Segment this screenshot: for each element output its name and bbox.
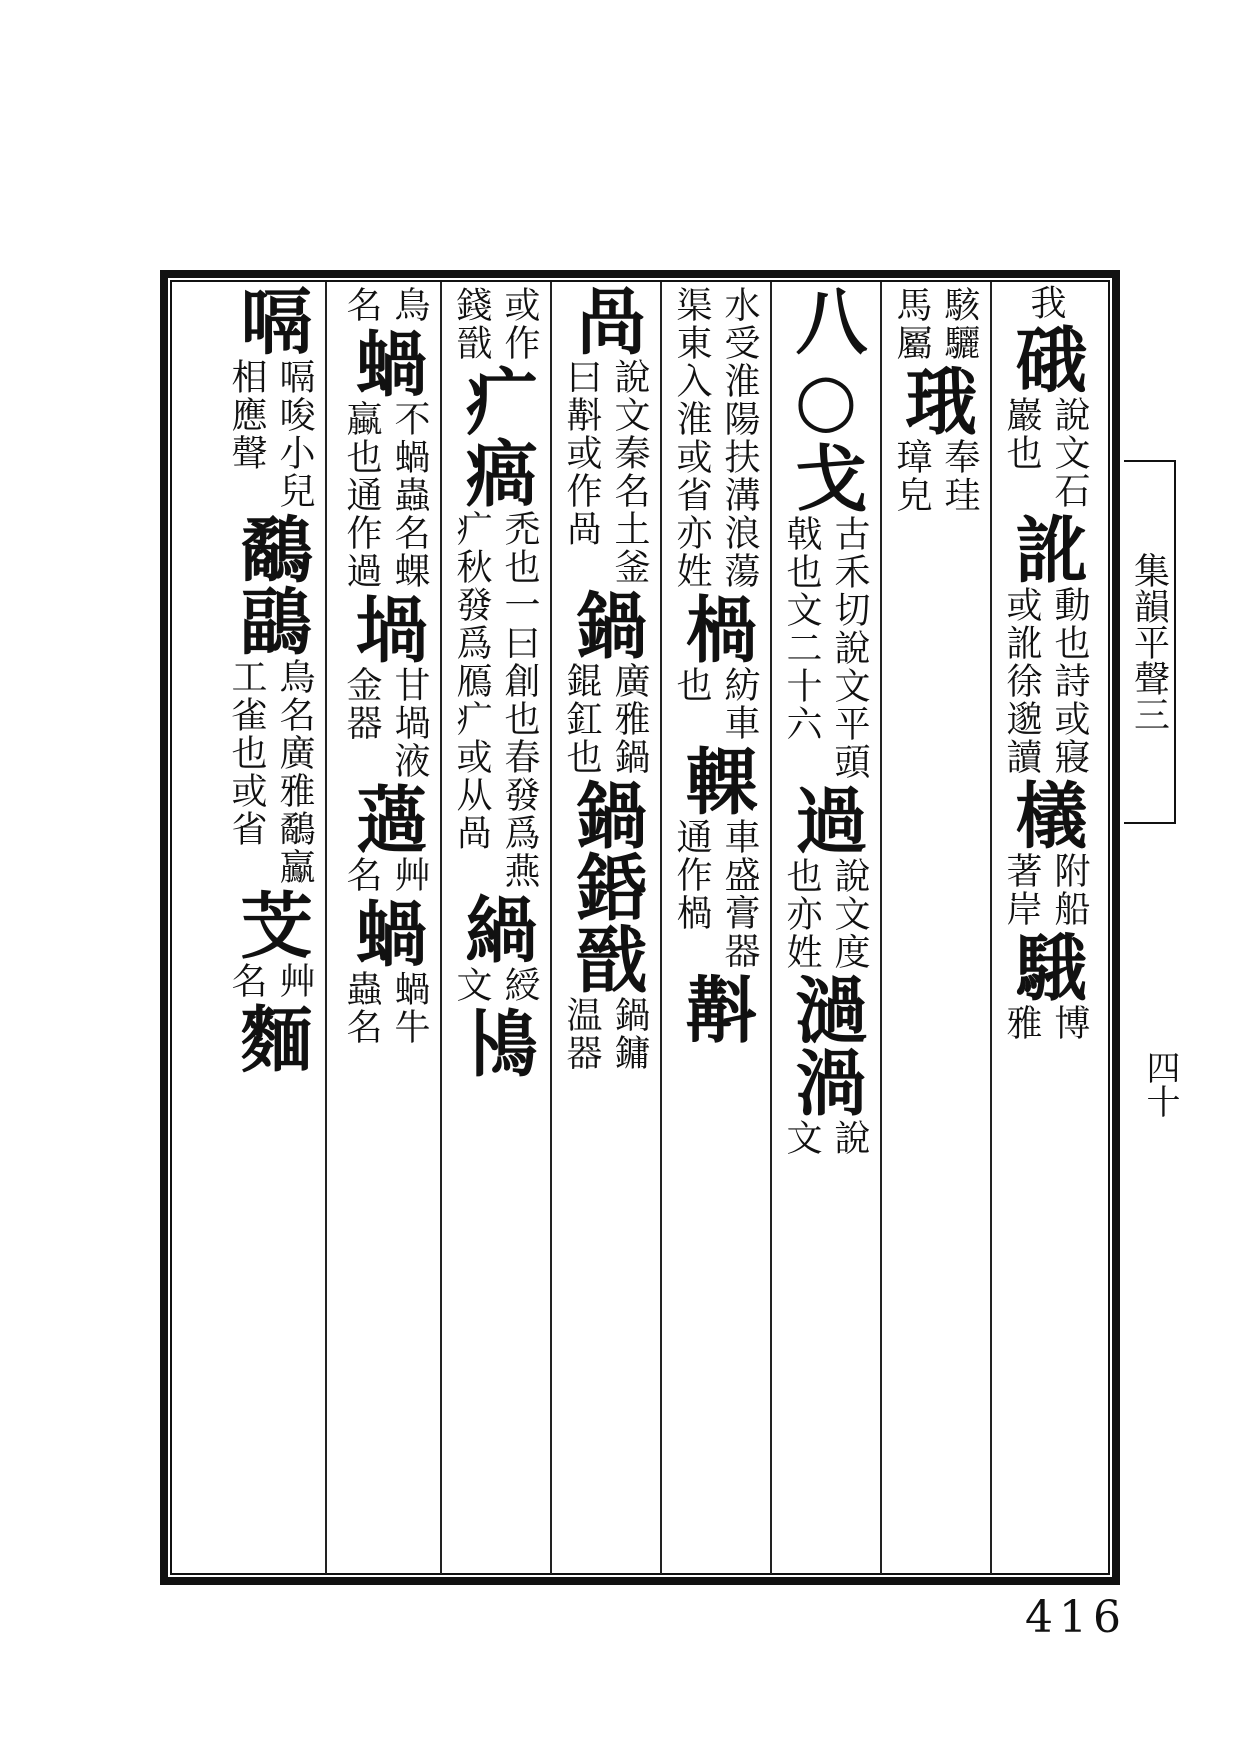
annotation-block: [667, 666, 763, 742]
headword: 鳪: [453, 1006, 539, 1078]
annotation-line: 錕釭也: [561, 662, 602, 776]
annotation-line: 或作: [499, 286, 540, 362]
annotation-line: 說: [829, 1119, 870, 1157]
annotation-block: [887, 438, 983, 514]
folio-mark: [1136, 1050, 1185, 1118]
headword: 過: [783, 783, 869, 855]
annotation-line: 相應聲: [226, 358, 267, 472]
annotation-line: 錢戩: [451, 286, 492, 362]
headword: 疒瘑: [453, 364, 539, 508]
column-rule: [880, 282, 882, 1574]
headword: 緺: [453, 892, 539, 964]
annotation-block: [997, 1004, 1093, 1042]
headword: 芠: [228, 888, 314, 960]
annotation-line: 博: [1049, 1004, 1090, 1042]
headword: 檥: [1003, 778, 1089, 850]
annotation-line: 蠃也通作過: [341, 400, 382, 590]
annotation-line: 綬: [499, 966, 540, 1004]
headword: 麵: [228, 1002, 314, 1074]
annotation-line: 蟲名: [341, 970, 382, 1046]
text-column-8: [215, 284, 325, 1574]
annotation-line: 著岸: [1001, 852, 1042, 928]
annotation-block: [557, 996, 653, 1072]
annotation-block: [667, 286, 763, 590]
headword: 薖: [343, 782, 429, 854]
annotation-block: [667, 818, 763, 970]
annotation-line: 蝸牛: [389, 970, 430, 1046]
annotation-block: [447, 966, 543, 1004]
annotation-line: 曰斠或作咼: [561, 358, 602, 548]
annotation-block: [447, 510, 543, 890]
annotation-line: 動也詩或寢: [1049, 586, 1090, 776]
annotation-line: 名: [341, 856, 382, 894]
annotation: 我: [1025, 284, 1066, 322]
annotation-block: [337, 286, 433, 324]
annotation-block: [557, 662, 653, 776]
annotation-line: 禿也一曰創也春發爲燕: [499, 510, 540, 890]
text-column-4: [660, 284, 770, 1574]
annotation-line: 水受淮陽扶溝浪蕩: [719, 286, 760, 590]
headword: 鍋: [563, 588, 649, 660]
headword: 堝: [343, 592, 429, 664]
annotation-line: 名: [341, 286, 382, 324]
annotation-line: 嗝唆小兒: [274, 358, 315, 510]
annotation-block: [337, 970, 433, 1046]
annotation-line: 戟也文二十六: [781, 515, 822, 743]
annotation-line: 說文秦名土釜: [609, 358, 650, 586]
headword: 騀: [1003, 930, 1089, 1002]
text-column-5: [550, 284, 660, 1574]
annotation-block: [222, 962, 318, 1000]
chapter-title: 集韻平聲三: [1128, 552, 1170, 732]
page-number: 416: [1025, 1592, 1127, 1643]
annotation-line: 璋皃: [891, 438, 932, 514]
annotation-line: 駭驪: [939, 286, 980, 362]
annotation-line: 附船: [1049, 852, 1090, 928]
annotation-line: 或訛徐邈讀: [1001, 586, 1042, 776]
text-column-3: [770, 284, 880, 1574]
annotation-block: [887, 286, 983, 362]
annotation-line: 鳥: [389, 286, 430, 324]
text-column-1: [990, 284, 1100, 1574]
annotation-block: [447, 286, 543, 362]
column-rule: [770, 282, 772, 1574]
headword: 蝸: [343, 896, 429, 968]
annotation-line: 古禾切說文平頭: [829, 515, 870, 781]
headword: 鍋銽戩: [563, 778, 649, 994]
annotation-line: 鍋鏞: [609, 996, 650, 1072]
annotation-block: [337, 400, 433, 590]
annotation-line: 艸: [389, 856, 430, 894]
annotation-line: 疒秋發爲鴈疒或从咼: [451, 510, 492, 852]
text-column-2: [880, 284, 990, 1574]
annotation-line: 文: [781, 1119, 822, 1157]
annotation-line: 文: [451, 966, 492, 1004]
annotation-line: 巖也: [1001, 396, 1042, 472]
headword: 蝸: [343, 326, 429, 398]
annotation-line: 艸: [274, 962, 315, 1000]
headword: 輠: [673, 744, 759, 816]
annotation-block: [997, 852, 1093, 928]
annotation-line: 温器: [561, 996, 602, 1072]
headword: 硪: [1003, 322, 1089, 394]
headword: 楇: [673, 592, 759, 664]
annotation-line: 廣雅鍋: [609, 662, 650, 776]
headword: 咼: [563, 284, 649, 356]
headword: 八○戈: [783, 284, 869, 513]
column-rule: [325, 282, 327, 1574]
annotation-line: 甘堝液: [389, 666, 430, 780]
headword: 嗝: [228, 284, 314, 356]
annotation-block: [557, 358, 653, 586]
annotation-line: 不蝸蟲名蜾: [389, 400, 430, 590]
annotation-line: 工雀也或省: [226, 658, 267, 848]
annotation-line: 說文石: [1049, 396, 1090, 510]
headword: 珴: [893, 364, 979, 436]
annotation-block: [222, 358, 318, 510]
annotation-line: 金器: [341, 666, 382, 742]
headword: 斠: [673, 972, 759, 1044]
headword: 訛: [1003, 512, 1089, 584]
annotation-block: [997, 586, 1093, 776]
headword: 鷸鶝: [228, 512, 314, 656]
folio-number: 四十: [1140, 1050, 1180, 1118]
annotation-line: 雅: [1001, 1004, 1042, 1042]
annotation-block: [777, 857, 873, 971]
annotation-block: [997, 396, 1093, 510]
annotation-line: 鳥名廣雅鷸鸁: [274, 658, 315, 886]
text-column-7: [330, 284, 440, 1574]
annotation-line: 渠東入淮或省亦姓: [671, 286, 712, 590]
annotation-line: 也亦姓: [781, 857, 822, 971]
column-rule: [550, 282, 552, 1574]
annotation-block: [222, 658, 318, 886]
annotation-line: 車盛膏器: [719, 818, 760, 970]
column-rule: [660, 282, 662, 1574]
annotation-line: 馬屬: [891, 286, 932, 362]
annotation-line: 紡車: [719, 666, 760, 742]
annotation-block: [337, 666, 433, 780]
annotation-line: 也: [671, 666, 712, 704]
annotation-block: [337, 856, 433, 894]
annotation-block: [777, 1119, 873, 1157]
headword: 濄渦: [783, 973, 869, 1117]
annotation-line: 說文度: [829, 857, 870, 971]
column-rule: [990, 282, 992, 1574]
annotation-line: 奉珪: [939, 438, 980, 514]
chapter-tab: [1124, 460, 1176, 824]
annotation-line: 名: [226, 962, 267, 1000]
annotation-block: [777, 515, 873, 781]
annotation-line: 通作楇: [671, 818, 712, 932]
column-rule: [440, 282, 442, 1574]
text-column-6: [440, 284, 550, 1574]
